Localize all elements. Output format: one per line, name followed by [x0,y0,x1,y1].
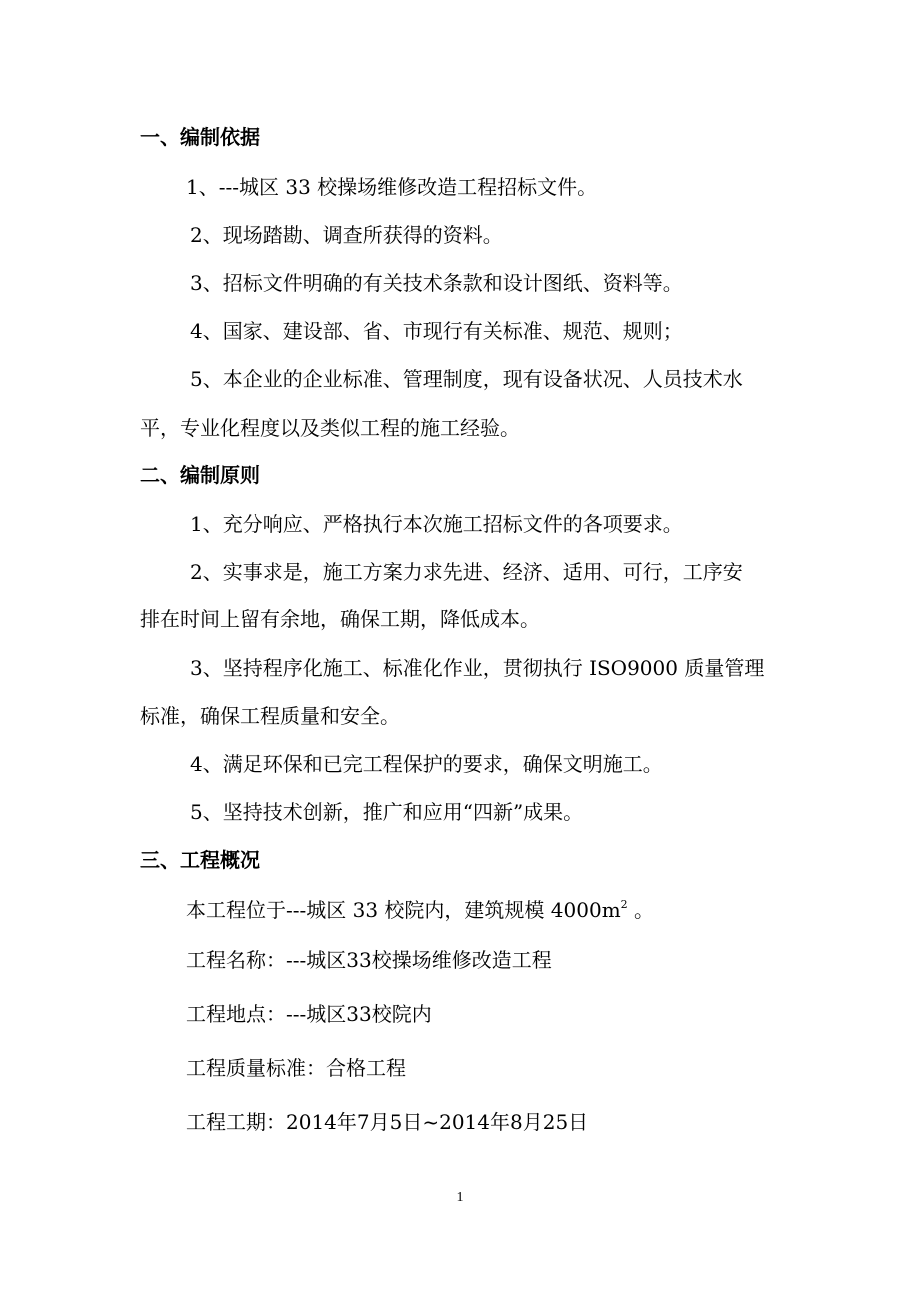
paragraph: 2、实事求是，施工方案力求先进、经济、适用、可行，工序安 [190,560,743,584]
project-intro [186,897,654,923]
paragraph: 5、坚持技术创新，推广和应用“四新”成果。 [190,800,584,824]
paragraph-continuation: 标准，确保工程质量和安全。 [140,704,400,728]
paragraph: 4、国家、建设部、省、市现行有关标准、规范、规则； [190,319,683,343]
project-duration: 工程工期：2014年7月5日~2014年8月25日 [186,1110,589,1134]
section-heading-1: 一、编制依据 [140,125,260,149]
paragraph: 2、现场踏勘、调查所获得的资料。 [190,223,503,247]
paragraph: 1、充分响应、严格执行本次施工招标文件的各项要求。 [190,512,683,536]
superscript: 2 [620,898,628,911]
paragraph: 3、招标文件明确的有关技术条款和设计图纸、资料等。 [190,271,683,295]
project-intro-text: 本工程位于---城区 33 校院内，建筑规模 4000m [186,898,621,922]
paragraph: 3、坚持程序化施工、标准化作业，贯彻执行 ISO9000 质量管理 [190,656,765,680]
paragraph-continuation: 排在时间上留有余地，确保工期，降低成本。 [140,607,540,631]
paragraph-continuation: 平，专业化程度以及类似工程的施工经验。 [140,416,520,440]
project-name: 工程名称：---城区33校操场维修改造工程 [186,948,552,972]
project-intro-end: 。 [627,898,655,922]
project-quality-standard: 工程质量标准：合格工程 [186,1056,406,1080]
page-number: 1 [456,1190,464,1205]
section-heading-3: 三、工程概况 [140,848,260,872]
section-heading-2: 二、编制原则 [140,463,260,487]
paragraph: 4、满足环保和已完工程保护的要求，确保文明施工。 [190,752,663,776]
paragraph: 5、本企业的企业标准、管理制度，现有设备状况、人员技术水 [190,367,743,391]
paragraph: 1、---城区 33 校操场维修改造工程招标文件。 [186,175,598,199]
project-location: 工程地点：---城区33校院内 [186,1002,432,1026]
